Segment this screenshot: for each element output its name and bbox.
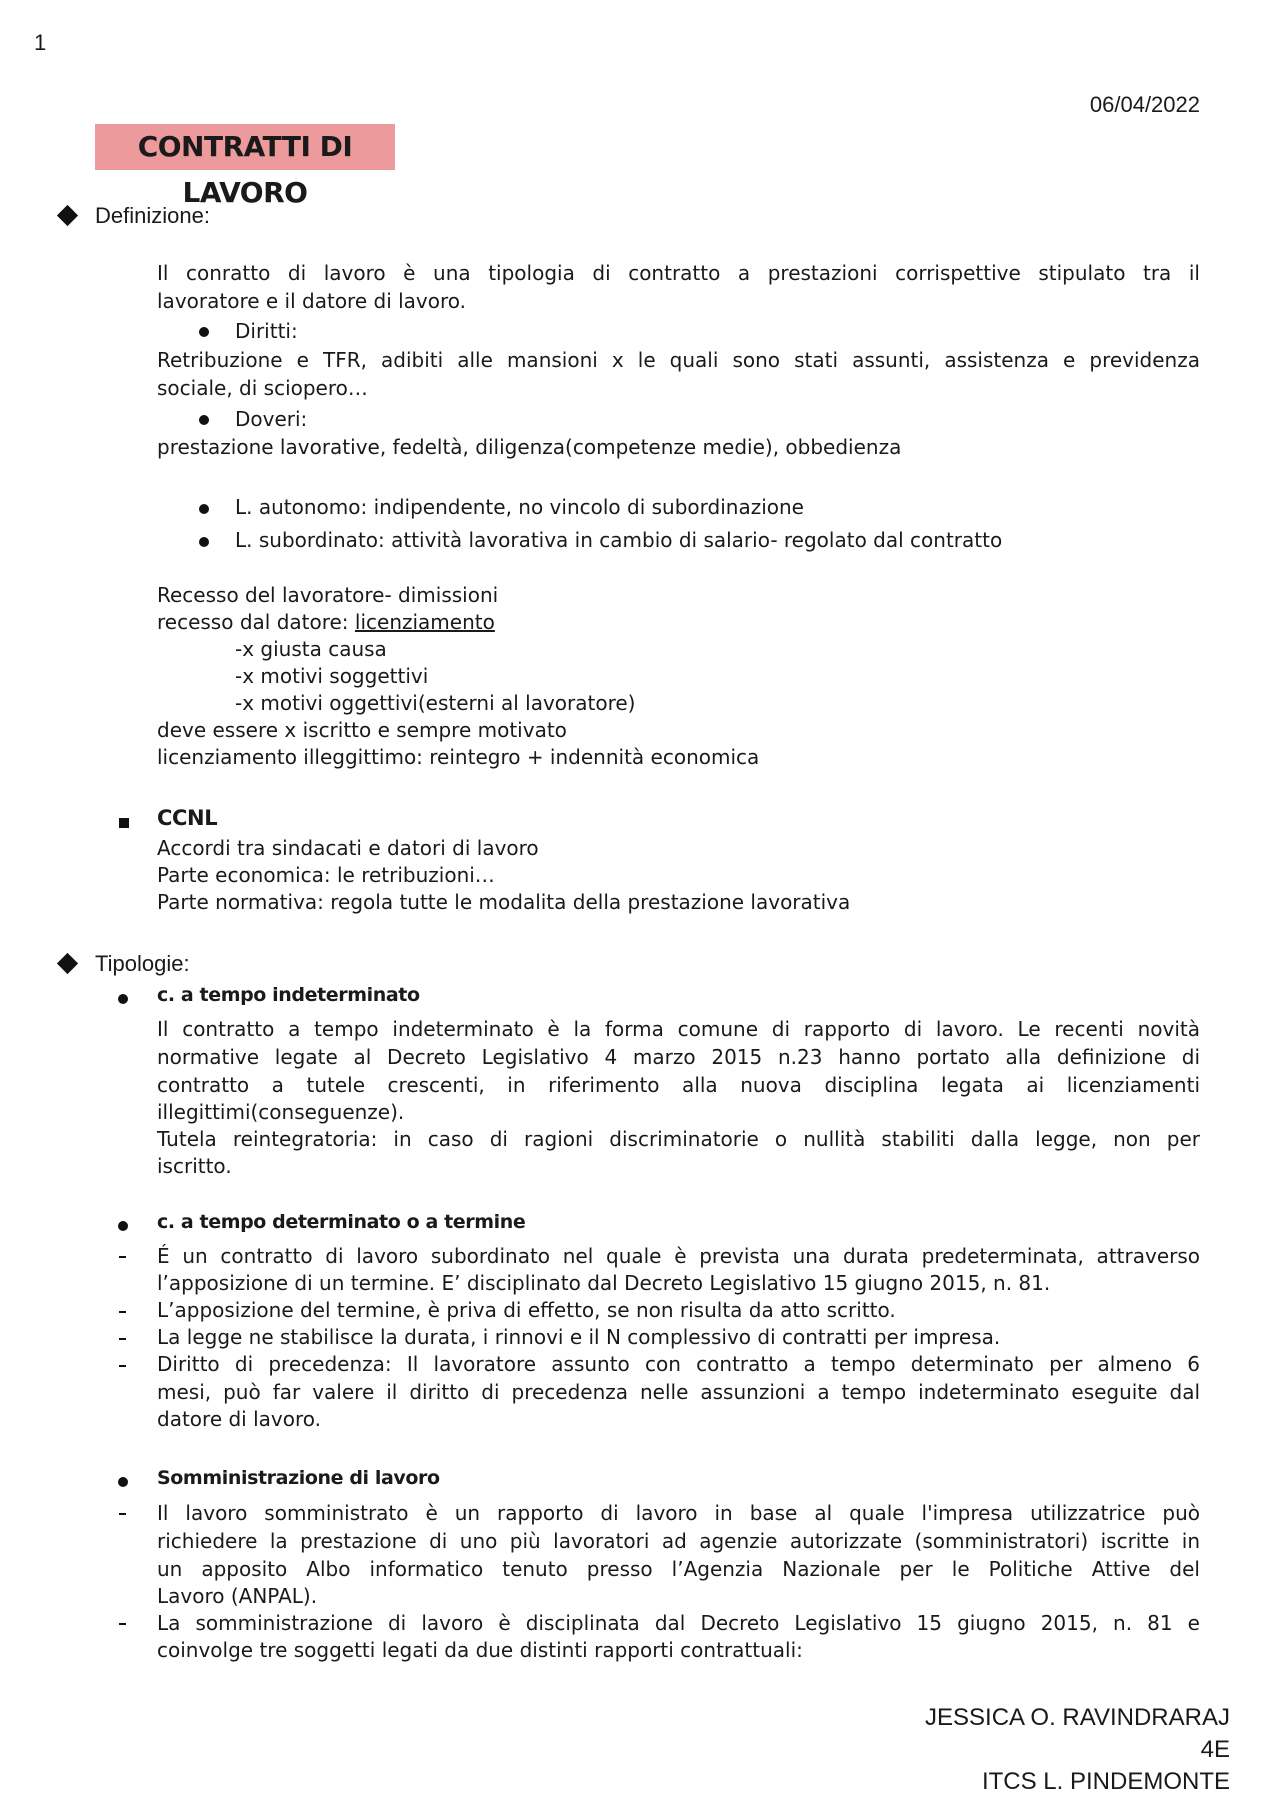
somministrazione-line: Lavoro (ANPAL). bbox=[157, 1584, 318, 1608]
date: 06/04/2022 bbox=[1089, 92, 1200, 117]
ccnl-line: Accordi tra sindacati e datori di lavoro bbox=[157, 836, 539, 860]
doveri-label: Doveri: bbox=[235, 407, 308, 431]
dash-bullet-icon bbox=[119, 1623, 126, 1625]
licenziamento-term: licenziamento bbox=[354, 610, 495, 634]
tipologia-determinato-label: c. a tempo determinato o a termine bbox=[157, 1211, 526, 1233]
ccnl-line: Parte economica: le retribuzioni… bbox=[157, 863, 495, 887]
list-item: licenziamento illeggittimo: reintegro + indennità economica bbox=[157, 745, 760, 769]
ccnl-label: CCNL bbox=[157, 806, 218, 830]
list-item: deve essere x iscritto e sempre motivato bbox=[157, 718, 567, 742]
diamond-bullet-icon bbox=[57, 205, 78, 226]
diritti-label: Diritti: bbox=[235, 319, 298, 343]
footer-author: JESSICA O. RAVINDRARAJ bbox=[925, 1704, 1230, 1731]
somministrazione-line: richiedere la prestazione di uno più lavoratori ad agenzie autorizzate (somministratori) iscritte in bbox=[157, 1529, 1200, 1553]
recesso-datore bbox=[157, 609, 495, 636]
indeterminato-line: illegittimi(conseguenze). bbox=[157, 1100, 405, 1124]
definition-line: lavoratore e il datore di lavoro. bbox=[157, 289, 467, 313]
determinato-line: Diritto di precedenza: Il lavoratore assunto con contratto a tempo determinato per almeno 6 bbox=[157, 1352, 1200, 1376]
indeterminato-line: Tutela reintegratoria: in caso di ragioni discriminatorie o nullità stabiliti dalla legge, non per bbox=[157, 1127, 1200, 1151]
footer-school: ITCS L. PINDEMONTE bbox=[981, 1768, 1230, 1795]
bullet-dot-icon bbox=[118, 1477, 128, 1487]
recesso-datore-label: recesso dal datore: bbox=[157, 610, 355, 634]
determinato-line: É un contratto di lavoro subordinato nel quale è prevista una durata predeterminata, attraverso bbox=[157, 1244, 1200, 1268]
square-bullet-icon bbox=[119, 818, 129, 828]
bullet-dot-icon bbox=[199, 504, 209, 514]
bullet-dot-icon bbox=[118, 994, 128, 1004]
indeterminato-line: Il contratto a tempo indeterminato è la forma comune di rapporto di lavoro. Le recenti novità bbox=[157, 1017, 1200, 1041]
determinato-line: L’apposizione del termine, è priva di effetto, se non risulta da atto scritto. bbox=[157, 1298, 896, 1322]
motivo-item: -x motivi oggettivi(esterni al lavoratore) bbox=[235, 691, 636, 715]
motivo-item: -x motivi soggettivi bbox=[235, 664, 429, 688]
motivo-item: -x giusta causa bbox=[235, 637, 387, 661]
diritti-text: Retribuzione e TFR, adibiti alle mansioni x le quali sono stati assunti, assistenza e previdenza bbox=[157, 348, 1200, 372]
recesso-lavoratore: Recesso del lavoratore- dimissioni bbox=[157, 583, 499, 607]
diamond-bullet-icon bbox=[57, 953, 78, 974]
page-number: 1 bbox=[34, 30, 47, 55]
somministrazione-line: un apposito Albo informatico tenuto presso l’Agenzia Nazionale per le Politiche Attive del bbox=[157, 1557, 1200, 1581]
section-heading-tipologie: Tipologie: bbox=[95, 951, 190, 976]
page-title: CONTRATTI DI LAVORO bbox=[137, 130, 353, 209]
doveri-text: prestazione lavorative, fedeltà, diligenza(competenze medie), obbedienza bbox=[157, 435, 902, 459]
bullet-dot-icon bbox=[199, 537, 209, 547]
list-item: L. subordinato: attività lavorativa in cambio di salario- regolato dal contratto bbox=[235, 528, 1003, 552]
somministrazione-line: Il lavoro somministrato è un rapporto di lavoro in base al quale l'impresa utilizzatrice può bbox=[157, 1501, 1200, 1525]
footer-class: 4E bbox=[1200, 1736, 1230, 1763]
dash-bullet-icon bbox=[119, 1338, 126, 1340]
ccnl-line: Parte normativa: regola tutte le modalita della prestazione lavorativa bbox=[157, 890, 851, 914]
dash-bullet-icon bbox=[119, 1311, 126, 1313]
section-heading-definizione: Definizione: bbox=[95, 203, 210, 228]
determinato-line: datore di lavoro. bbox=[157, 1407, 321, 1431]
definition-line: Il conratto di lavoro è una tipologia di contratto a prestazioni corrispettive stipulato tra il bbox=[157, 261, 1200, 285]
bullet-dot-icon bbox=[199, 415, 209, 425]
determinato-line: La legge ne stabilisce la durata, i rinnovi e il N complessivo di contratti per impresa. bbox=[157, 1325, 1001, 1349]
tipologia-somministrazione-label: Somministrazione di lavoro bbox=[157, 1467, 440, 1489]
bullet-dot-icon bbox=[118, 1221, 128, 1231]
dash-bullet-icon bbox=[119, 1365, 126, 1367]
tipologia-indeterminato-label: c. a tempo indeterminato bbox=[157, 984, 420, 1006]
dash-bullet-icon bbox=[119, 1513, 126, 1515]
indeterminato-line: contratto a tutele crescenti, in riferimento alla nuova disciplina legata ai licenziamenti bbox=[157, 1073, 1200, 1097]
dash-bullet-icon bbox=[119, 1256, 126, 1258]
somministrazione-line: La somministrazione di lavoro è disciplinata dal Decreto Legislativo 15 giugno 2015, n. 81 e bbox=[157, 1611, 1200, 1635]
determinato-line: l’apposizione di un termine. E’ disciplinato dal Decreto Legislativo 15 giugno 2015, n. 81. bbox=[157, 1271, 1051, 1295]
list-item: L. autonomo: indipendente, no vincolo di subordinazione bbox=[235, 495, 804, 519]
somministrazione-line: coinvolge tre soggetti legati da due distinti rapporti contrattuali: bbox=[157, 1638, 803, 1662]
diritti-text: sociale, di sciopero… bbox=[157, 376, 368, 400]
bullet-dot-icon bbox=[199, 327, 209, 337]
determinato-line: mesi, può far valere il diritto di precedenza nelle assunzioni a tempo indeterminato eseguite dal bbox=[157, 1380, 1200, 1404]
indeterminato-line: iscritto. bbox=[157, 1154, 232, 1178]
indeterminato-line: normative legate al Decreto Legislativo 4 marzo 2015 n.23 hanno portato alla definizione di bbox=[157, 1045, 1200, 1069]
